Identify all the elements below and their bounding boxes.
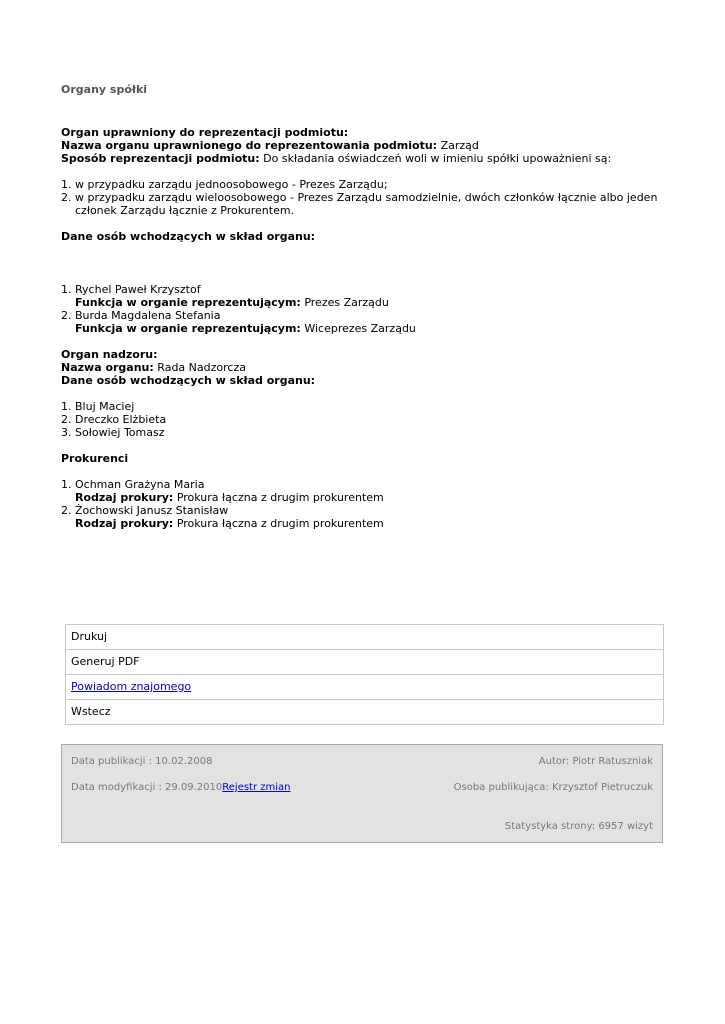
supervision-block [61,348,661,439]
list-item: 2. Żochowski Janusz Stanisław Rodzaj prokury: Prokura łączna z drugim prokurentem [61,504,384,530]
list-item: 1. Bluj Maciej [61,400,135,413]
print-button[interactable]: Drukuj [71,630,108,643]
supervision-heading: Organ nadzoru: [61,348,158,361]
list-item: 1. Rychel Paweł Krzysztof Funkcja w organie reprezentującym: Prezes Zarządu [61,283,389,309]
supervision-members-list [61,400,661,439]
notify-friend-link[interactable]: Powiadom znajomego [71,680,192,693]
author: Autor: Piotr Ratuszniak [538,756,653,767]
main-content [61,83,661,530]
publisher: Osoba publikująca: Krzysztof Pietruczuk [453,782,653,793]
repr-members-list [61,283,661,335]
modification-date: Data modyfikacji : 29.09.2010 [71,782,223,793]
publication-date: Data publikacji : 10.02.2008 [71,756,213,767]
representation-block [61,126,661,335]
supervision-name-value: Rada Nadzorcza [157,361,246,374]
proxies-heading: Prokurenci [61,452,129,465]
repr-name-label: Nazwa organu uprawnionego do reprezentowania podmiotu: [61,139,438,152]
list-item: 2. Dreczko Elżbieta [61,413,167,426]
back-button[interactable]: Wstecz [66,699,663,724]
proxies-list [61,478,661,530]
list-item: 2. Burda Magdalena Stefania Funkcja w organie reprezentującym: Wiceprezes Zarządu [61,309,416,335]
list-item: 1. Ochman Grażyna Maria Rodzaj prokury: Prokura łączna z drugim prokurentem [61,478,384,504]
list-item: 2. w przypadku zarządu wieloosobowego - Prezes Zarządu samodzielnie, dwóch członków łącznie albo jeden członek Zarządu łącznie z Prokurentem. [61,191,658,217]
generate-pdf-button[interactable]: Generuj PDF [66,649,663,674]
repr-rules-list [61,178,661,217]
changelog-link[interactable]: Rejestr zmian [222,782,291,793]
supervision-name-label: Nazwa organu: [61,361,154,374]
repr-name-value: Zarząd [440,139,479,152]
actions-panel [65,624,664,725]
page-stats: Statystyka strony: 6957 wizyt [504,821,653,832]
list-item: 3. Sołowiej Tomasz [61,426,165,439]
notify-friend-row [66,674,663,699]
repr-heading: Organ uprawniony do reprezentacji podmiotu: [61,126,349,139]
repr-members-heading: Dane osób wchodzących w skład organu: [61,230,316,243]
proxies-block [61,452,661,530]
supervision-members-heading: Dane osób wchodzących w skład organu: [61,374,316,387]
list-item: 1. w przypadku zarządu jednoosobowego - Prezes Zarządu; [61,178,388,191]
repr-method-label: Sposób reprezentacji podmiotu: [61,152,260,165]
repr-method-value: Do składania oświadczeń woli w imieniu spółki upoważnieni są: [263,152,612,165]
section-title: Organy spółki [61,83,148,96]
metadata-footer [61,744,663,843]
